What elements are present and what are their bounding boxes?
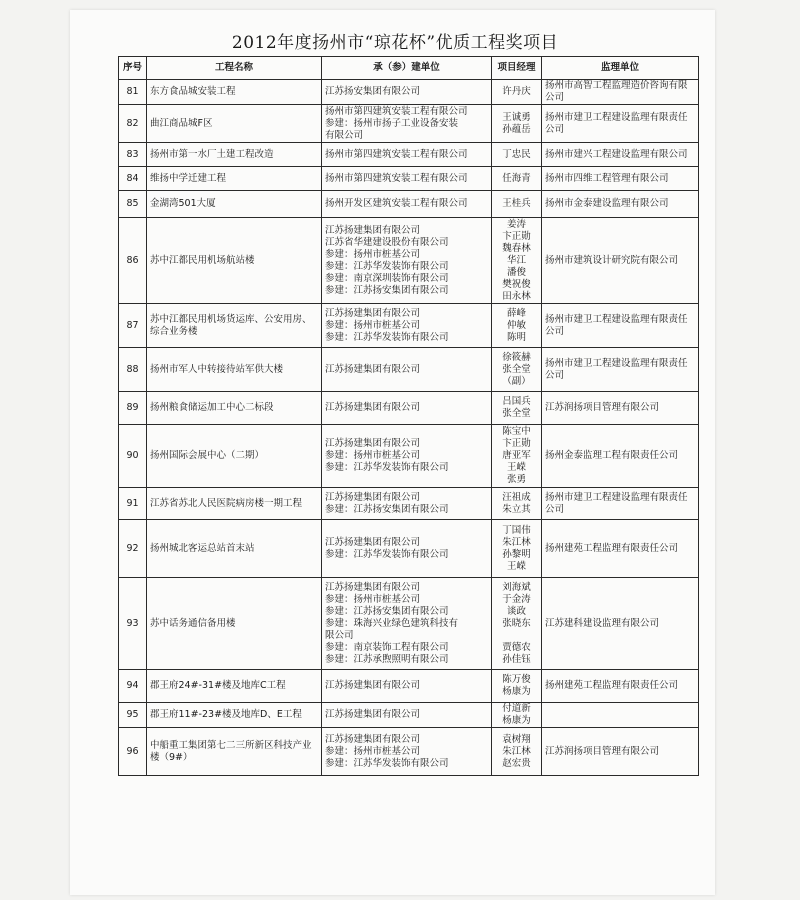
table-row: [119, 348, 699, 392]
supervisor-unit: 扬州市建卫工程建设监理有限责任公司: [542, 488, 699, 520]
manager-name: [493, 630, 540, 642]
contractor-line: 江苏扬建集团有限公司: [325, 581, 421, 593]
contractor-line: 江苏扬建集团有限公司: [325, 680, 421, 691]
project-manager-list: [492, 578, 542, 670]
contractor-line: 限公司: [325, 629, 354, 641]
manager-name: 王桂兵: [502, 198, 531, 209]
project-manager-list: [492, 143, 542, 167]
contractor-line: 江苏扬建集团有限公司: [325, 491, 421, 503]
manager-name: 陈万俊: [502, 674, 531, 685]
contractor-line: 江苏扬安集团有限公司: [325, 86, 421, 97]
table-row: [119, 488, 699, 520]
contractor-list: [322, 304, 492, 348]
manager-name: 张全堂: [502, 363, 531, 375]
contractor-list: [322, 425, 492, 488]
contractor-line: 江苏扬建集团有限公司: [325, 536, 421, 548]
contractor-list: [322, 728, 492, 776]
row-number: 89: [119, 392, 147, 425]
contractor-line: 参建：扬州市桩基公司: [325, 450, 421, 461]
manager-name: 姜涛: [506, 218, 526, 230]
contractor-line: 参建：江苏扬安集团有限公司: [325, 284, 449, 296]
contractor-line: 扬州市第四建筑安装工程有限公司: [325, 148, 468, 160]
contractor-line: 参建：江苏华发装饰有限公司: [325, 757, 449, 769]
manager-name: （副）: [502, 375, 531, 387]
project-manager-list: [492, 392, 542, 425]
contractor-line: 参建：江苏华发装饰有限公司: [325, 331, 449, 343]
manager-name: 仲敏: [506, 319, 526, 331]
header-supervisor: 监理单位: [542, 57, 699, 80]
manager-name: 魏春林: [502, 242, 531, 254]
manager-name: 吕国兵: [502, 396, 531, 407]
project-name: 扬州市军人中转接待站军供大楼: [147, 348, 322, 392]
project-manager-list: [492, 703, 542, 728]
contractor-list: [322, 218, 492, 304]
contractor-list: [322, 520, 492, 578]
project-manager-list: [492, 728, 542, 776]
project-name: 苏中江都民用机场货运库、公安用房、综合业务楼: [147, 304, 322, 348]
table-row: [119, 425, 699, 488]
contractor-line: 参建：江苏华发装饰有限公司: [325, 548, 449, 560]
contractor-line: 参建：扬州市扬子工业设备安装: [325, 117, 459, 129]
supervisor-unit: 扬州市高智工程监理造价咨询有限公司: [542, 80, 699, 105]
manager-name: 贾德农: [502, 641, 531, 653]
row-number: 83: [119, 143, 147, 167]
table-header-row: [119, 57, 699, 80]
header-contractors: 承（参）建单位: [322, 57, 492, 80]
row-number: 81: [119, 80, 147, 105]
manager-name: 王嵘: [506, 462, 526, 473]
project-name: 曲江商品城F区: [147, 105, 322, 143]
supervisor-unit: 扬州金泰监理工程有限责任公司: [542, 425, 699, 488]
header-no: 序号: [119, 57, 147, 80]
manager-name: 卞正勋: [502, 230, 531, 242]
project-manager-list: [492, 80, 542, 105]
manager-name: 袁树翔: [502, 733, 531, 745]
manager-name: 杨康为: [502, 715, 531, 726]
manager-name: 丁国伟: [502, 524, 531, 536]
contractor-line: 江苏扬建集团有限公司: [325, 402, 421, 413]
table-row: [119, 143, 699, 167]
contractor-line: 扬州市第四建筑安装工程有限公司: [325, 172, 468, 184]
project-manager-list: [492, 191, 542, 218]
supervisor-unit: 扬州市建筑设计研究院有限公司: [542, 218, 699, 304]
manager-name: 陈明: [506, 331, 526, 343]
contractor-list: [322, 348, 492, 392]
contractor-list: [322, 488, 492, 520]
manager-name: 任海青: [502, 172, 531, 184]
award-table: [118, 56, 699, 776]
manager-name: 樊祝俊: [502, 278, 531, 290]
manager-name: 陈宝中: [502, 426, 531, 437]
manager-name: 朱江林: [502, 745, 531, 757]
supervisor-unit: [542, 703, 699, 728]
project-name: 中船重工集团第七二三所新区科技产业楼（9#）: [147, 728, 322, 776]
contractor-line: 参建：江苏华发装饰有限公司: [325, 462, 449, 473]
table-row: [119, 670, 699, 703]
supervisor-unit: 扬州市建卫工程建设监理有限责任公司: [542, 348, 699, 392]
contractor-list: [322, 143, 492, 167]
project-name: 扬州城北客运总站首末站: [147, 520, 322, 578]
manager-name: 孙黎明: [502, 548, 531, 560]
table-row: [119, 80, 699, 105]
manager-name: 王嵘: [506, 560, 526, 572]
project-name: 东方食品城安装工程: [147, 80, 322, 105]
table-row: [119, 304, 699, 348]
header-project-name: 工程名称: [147, 57, 322, 80]
row-number: 96: [119, 728, 147, 776]
table-row: [119, 578, 699, 670]
supervisor-unit: 扬州建苑工程监理有限责任公司: [542, 670, 699, 703]
table-row: [119, 218, 699, 304]
table-row: [119, 392, 699, 425]
project-manager-list: [492, 425, 542, 488]
row-number: 88: [119, 348, 147, 392]
project-manager-list: [492, 105, 542, 143]
manager-name: 付道新: [502, 703, 531, 714]
contractor-line: 江苏扬建集团有限公司: [325, 363, 421, 375]
contractor-list: [322, 191, 492, 218]
row-number: 85: [119, 191, 147, 218]
manager-name: 张晓东: [502, 617, 531, 629]
project-manager-list: [492, 520, 542, 578]
project-name: 苏中江都民用机场航站楼: [147, 218, 322, 304]
supervisor-unit: 扬州市建卫工程建设监理有限责任公司: [542, 304, 699, 348]
project-name: 扬州国际会展中心（二期）: [147, 425, 322, 488]
contractor-line: 参建：扬州市桩基公司: [325, 593, 421, 605]
contractor-list: [322, 392, 492, 425]
header-manager: 项目经理: [492, 57, 542, 80]
manager-name: 于金涛: [502, 593, 531, 605]
row-number: 93: [119, 578, 147, 670]
contractor-line: 江苏扬建集团有限公司: [325, 709, 421, 720]
row-number: 86: [119, 218, 147, 304]
contractor-line: 江苏省华建建设股份有限公司: [325, 236, 449, 248]
contractor-line: 参建：南京装饰工程有限公司: [325, 641, 449, 653]
manager-name: 赵宏贵: [502, 757, 531, 769]
contractor-line: 参建：扬州市桩基公司: [325, 319, 421, 331]
manager-name: 华江: [506, 254, 526, 266]
contractor-line: 参建：珠海兴业绿色建筑科技有: [325, 617, 459, 629]
manager-name: 汪祖成: [502, 491, 531, 503]
manager-name: 孙蕴岳: [502, 123, 531, 135]
contractor-line: 有限公司: [325, 129, 364, 141]
manager-name: 刘海斌: [502, 581, 531, 593]
contractor-list: [322, 578, 492, 670]
contractor-list: [322, 80, 492, 105]
manager-name: 许丹庆: [502, 86, 531, 97]
project-name: 郡王府24#-31#楼及地库C工程: [147, 670, 322, 703]
manager-name: 唐亚军: [502, 450, 531, 461]
row-number: 95: [119, 703, 147, 728]
table-row: [119, 191, 699, 218]
row-number: 94: [119, 670, 147, 703]
table-row: [119, 703, 699, 728]
table-row: [119, 728, 699, 776]
manager-name: 谈政: [506, 605, 526, 617]
project-name: 扬州市第一水厂土建工程改造: [147, 143, 322, 167]
contractor-line: 参建：扬州市桩基公司: [325, 745, 421, 757]
row-number: 84: [119, 167, 147, 191]
table-row: [119, 167, 699, 191]
contractor-line: 参建：江苏扬安集团有限公司: [325, 605, 449, 617]
project-manager-list: [492, 304, 542, 348]
contractor-list: [322, 105, 492, 143]
manager-name: 田永林: [502, 290, 531, 302]
project-name: 维扬中学迁建工程: [147, 167, 322, 191]
supervisor-unit: 扬州市四维工程管理有限公司: [542, 167, 699, 191]
manager-name: 朱江林: [502, 536, 531, 548]
project-name: 扬州粮食储运加工中心二标段: [147, 392, 322, 425]
supervisor-unit: 江苏润扬项目管理有限公司: [542, 728, 699, 776]
manager-name: 朱立其: [502, 503, 531, 515]
project-manager-list: [492, 167, 542, 191]
contractor-line: 参建：江苏华发装饰有限公司: [325, 260, 449, 272]
manager-name: 杨康为: [502, 686, 531, 697]
contractor-line: 参建：扬州市桩基公司: [325, 248, 421, 260]
row-number: 92: [119, 520, 147, 578]
project-name: 郡王府11#-23#楼及地库D、E工程: [147, 703, 322, 728]
project-name: 金湖湾501大厦: [147, 191, 322, 218]
supervisor-unit: 江苏建科建设监理有限公司: [542, 578, 699, 670]
contractor-line: 参建：江苏承煦照明有限公司: [325, 653, 449, 665]
supervisor-unit: 扬州市建卫工程建设监理有限责任公司: [542, 105, 699, 143]
contractor-list: [322, 167, 492, 191]
contractor-line: 江苏扬建集团有限公司: [325, 438, 421, 449]
project-manager-list: [492, 670, 542, 703]
manager-name: 王诚勇: [502, 111, 531, 123]
project-manager-list: [492, 488, 542, 520]
contractor-line: 参建：江苏扬安集团有限公司: [325, 503, 449, 515]
table-row: [119, 520, 699, 578]
manager-name: 张全堂: [502, 408, 531, 419]
contractor-line: 江苏扬建集团有限公司: [325, 224, 421, 236]
project-manager-list: [492, 218, 542, 304]
supervisor-unit: 扬州市金泰建设监理有限公司: [542, 191, 699, 218]
supervisor-unit: 江苏润扬项目管理有限公司: [542, 392, 699, 425]
table-row: [119, 105, 699, 143]
row-number: 82: [119, 105, 147, 143]
project-name: 江苏省苏北人民医院病房楼一期工程: [147, 488, 322, 520]
row-number: 90: [119, 425, 147, 488]
project-name: 苏中话务通信备用楼: [147, 578, 322, 670]
contractor-line: 江苏扬建集团有限公司: [325, 733, 421, 745]
project-manager-list: [492, 348, 542, 392]
manager-name: 徐筱赫: [502, 351, 531, 363]
manager-name: 张勇: [506, 474, 526, 485]
contractor-list: [322, 703, 492, 728]
manager-name: 卞正勋: [502, 438, 531, 449]
contractor-line: 扬州市第四建筑安装工程有限公司: [325, 105, 468, 117]
contractor-line: 扬州开发区建筑安装工程有限公司: [325, 198, 468, 209]
contractor-line: 江苏扬建集团有限公司: [325, 307, 421, 319]
contractor-line: 参建：南京深圳装饰有限公司: [325, 272, 449, 284]
manager-name: 潘俊: [506, 266, 526, 278]
contractor-list: [322, 670, 492, 703]
manager-name: 丁忠民: [502, 148, 531, 160]
row-number: 91: [119, 488, 147, 520]
manager-name: 孙佳钰: [502, 653, 531, 665]
supervisor-unit: 扬州建苑工程监理有限责任公司: [542, 520, 699, 578]
manager-name: 薛峰: [506, 307, 526, 319]
supervisor-unit: 扬州市建兴工程建设监理有限公司: [542, 143, 699, 167]
document-title: 2012年度扬州市“琼花杯”优质工程奖项目: [231, 33, 559, 53]
row-number: 87: [119, 304, 147, 348]
